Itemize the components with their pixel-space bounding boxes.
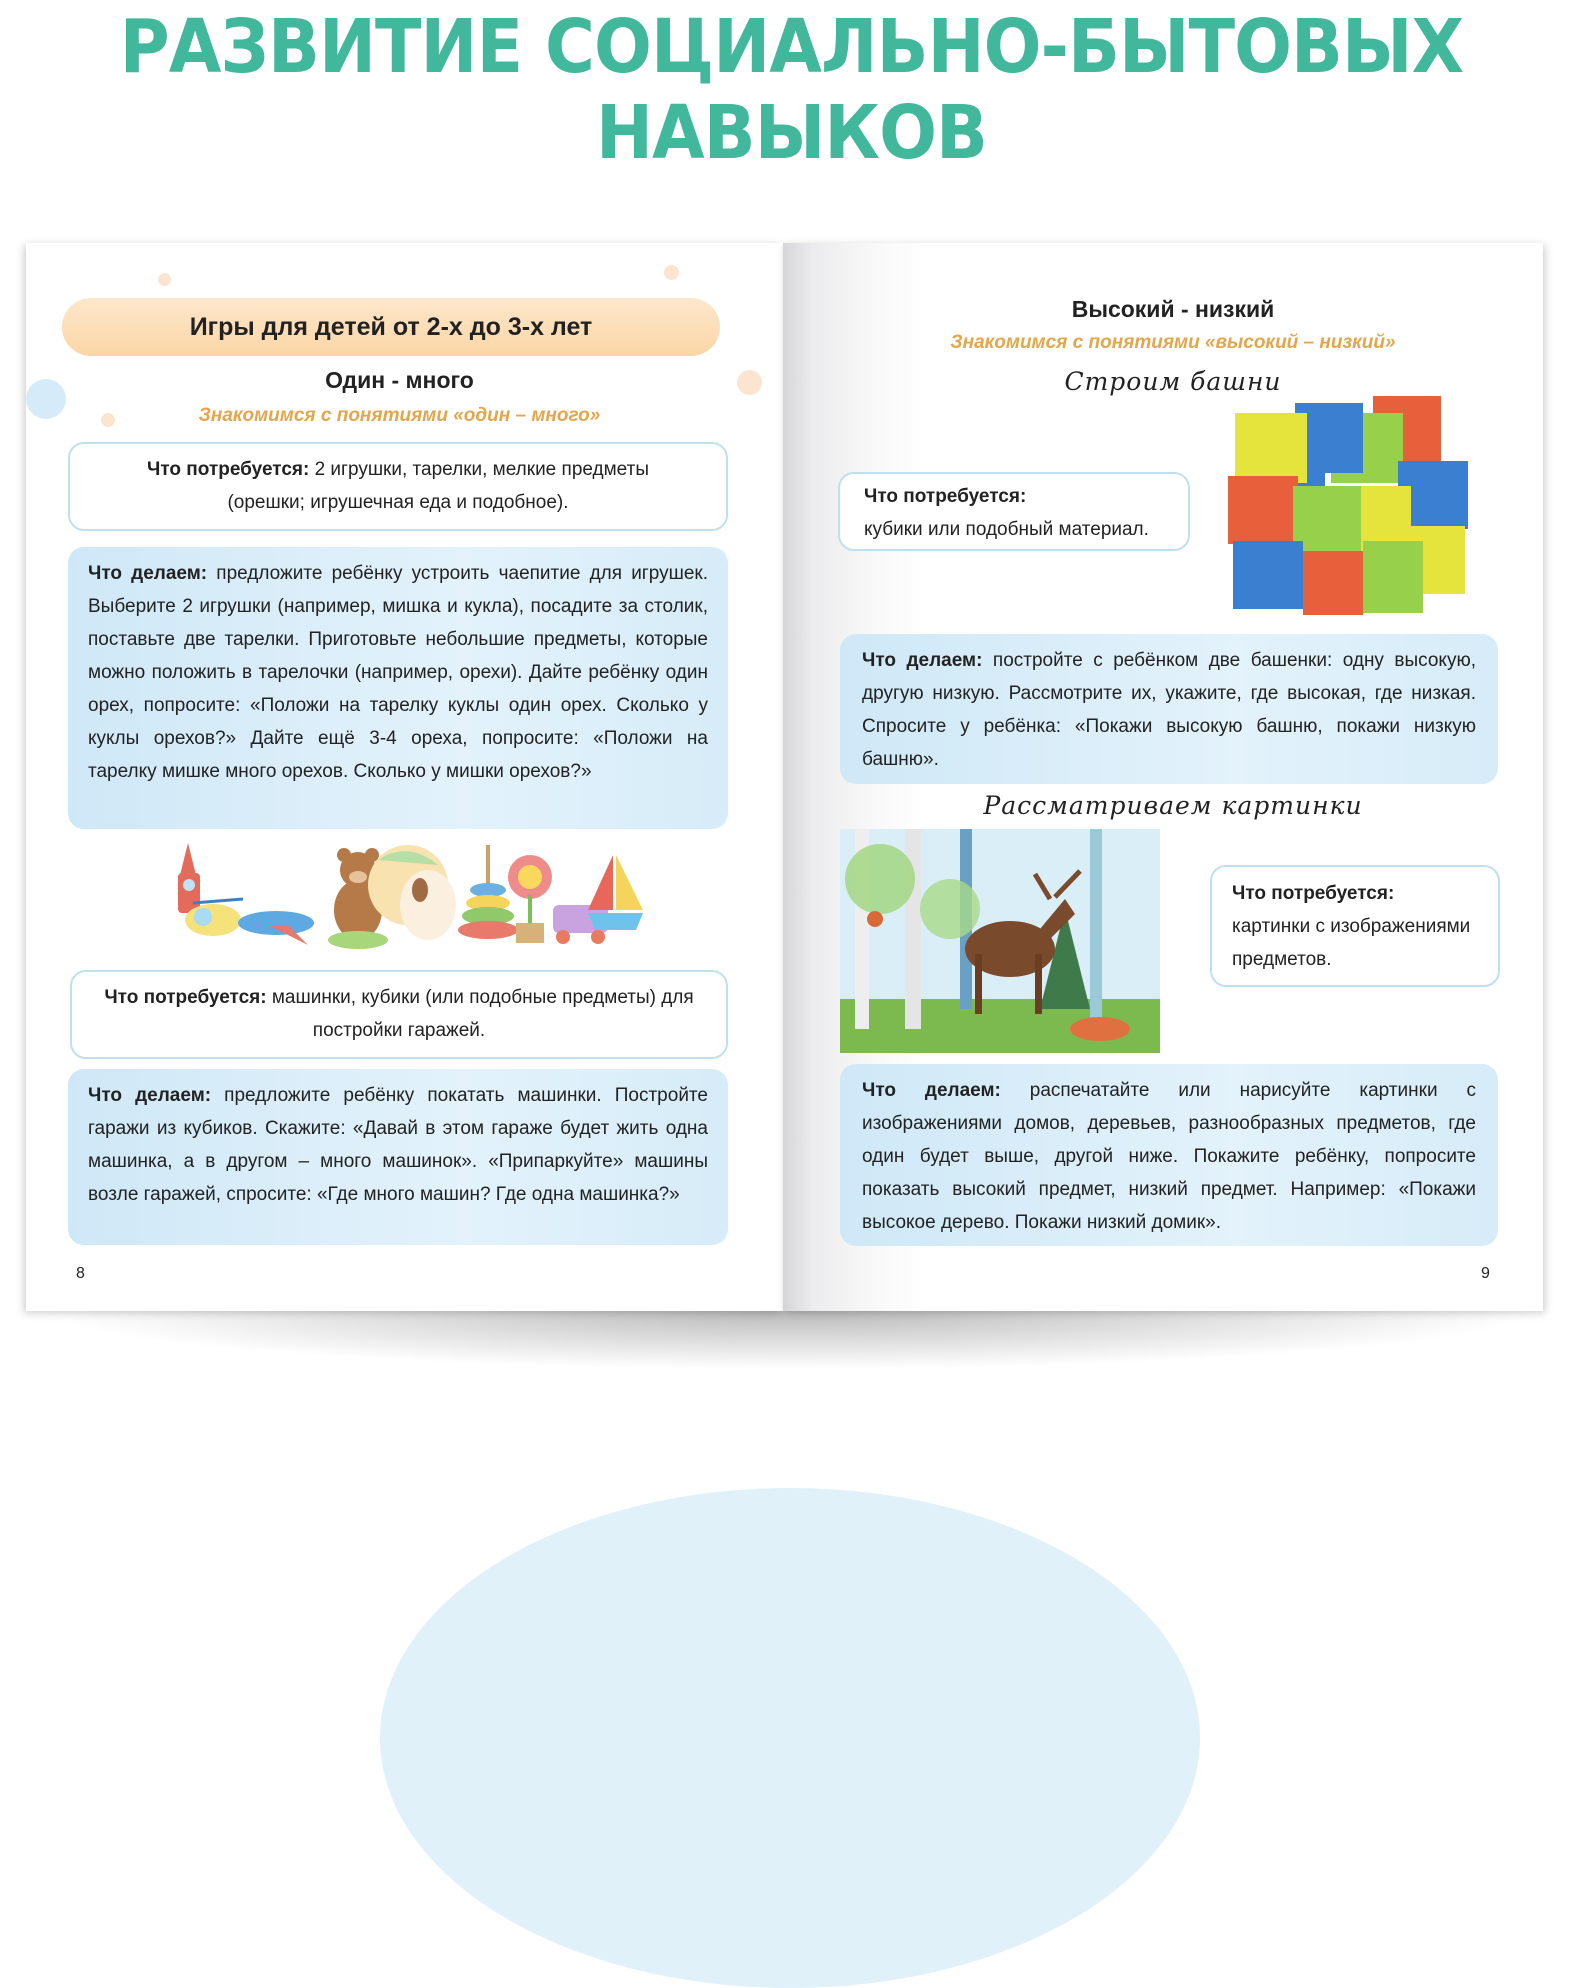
requirements-box bbox=[68, 442, 728, 531]
instructions-text: предложите ребёнку покатать машинки. Постройте гаражи из кубиков. Скажите: «Давай в этом гараже будет жить одна машинка, а в другом – много машинок». «Припаркуйте» машины возле гаражей, спросите: «Где много машин? Где одна машинка?» bbox=[88, 1085, 708, 1205]
instructions-label: Что делаем: bbox=[862, 1080, 1001, 1101]
age-banner: Игры для детей от 2-х до 3-х лет bbox=[62, 298, 720, 356]
instructions-label: Что делаем: bbox=[88, 563, 208, 584]
requirements-text: 2 игрушки, тарелки, мелкие предметы (орешки; игрушечная еда и подобное). bbox=[227, 459, 649, 513]
requirements-text: машинки, кубики (или подобные предметы) для постройки гаражей. bbox=[266, 987, 694, 1041]
requirements-box bbox=[838, 472, 1190, 551]
instructions-box bbox=[68, 547, 728, 829]
book-shadow bbox=[40, 1310, 1540, 1370]
instructions-box bbox=[840, 1064, 1498, 1246]
instructions-text: постройте с ребёнком две башенки: одну высокую, другую низкую. Рассмотрите их, укажите, где высокая, где низкая. Спросите у ребёнка: «Покажи высокую башню, покажи низкую башню». bbox=[862, 650, 1476, 770]
requirements-box bbox=[70, 970, 728, 1059]
requirements-text: кубики или подобный материал. bbox=[864, 519, 1149, 540]
activity-title: Строим башни bbox=[1064, 367, 1282, 396]
requirements-label: Что потребуется: bbox=[104, 987, 267, 1008]
instructions-label: Что делаем: bbox=[862, 650, 983, 671]
right-page bbox=[783, 243, 1543, 1311]
requirements-text: картинки с изображениями предметов. bbox=[1232, 916, 1471, 970]
requirements-box bbox=[1210, 865, 1500, 987]
page-number: 8 bbox=[76, 1265, 85, 1282]
instructions-box bbox=[68, 1069, 728, 1245]
cubes-illustration bbox=[1223, 391, 1493, 621]
left-page bbox=[26, 243, 783, 1311]
toys-illustration bbox=[158, 835, 643, 953]
instructions-box bbox=[840, 634, 1498, 784]
main-title-line1: РАЗВИТИЕ СОЦИАЛЬНО-БЫТОВЫХ bbox=[119, 4, 1464, 90]
section-title: Высокий - низкий bbox=[1071, 296, 1275, 322]
requirements-label: Что потребуется: bbox=[147, 459, 310, 480]
instructions-label: Что делаем: bbox=[88, 1085, 212, 1106]
section-subtitle: Знакомимся с понятиями «высокий – низкий» bbox=[950, 332, 1396, 353]
decor-dot bbox=[158, 273, 171, 286]
main-title bbox=[63, 0, 1519, 176]
section-subtitle: Знакомимся с понятиями «один – много» bbox=[198, 405, 601, 426]
page-number: 9 bbox=[1481, 1265, 1490, 1282]
main-title-line2: НАВЫКОВ bbox=[595, 90, 988, 176]
requirements-label: Что потребуется: bbox=[864, 486, 1027, 507]
instructions-text: предложите ребёнку устроить чаепитие для игрушек. Выберите 2 игрушки (например, мишка и кукла), посадите за столик, поставьте две тарелки. Приготовьте небольшие предметы, которые можно положить в тарелочки (например, орехи). Дайте ребёнку один орех, попросите: «Положи на тарелку куклы один орех. Сколько у куклы орехов?» Дайте ещё 3-4 ореха, попросите: «Положи на тарелку мишке много орехов. Сколько у мишки орехов?» bbox=[88, 563, 708, 782]
decor-dot bbox=[664, 265, 679, 280]
activity-title: Рассматриваем картинки bbox=[983, 791, 1363, 820]
section-title: Один - много bbox=[325, 367, 474, 393]
decorative-arc bbox=[380, 1488, 1200, 1988]
forest-moose-illustration bbox=[840, 829, 1160, 1053]
instructions-text: распечатайте или нарисуйте картинки с изображениями домов, деревьев, разнообразных предметов, где один будет выше, другой ниже. Покажите ребёнку, попросите показать высокий предмет, низкий предмет. Например: «Покажи высокое дерево. Покажи низкий домик». bbox=[862, 1080, 1476, 1233]
requirements-label: Что потребуется: bbox=[1232, 883, 1395, 904]
